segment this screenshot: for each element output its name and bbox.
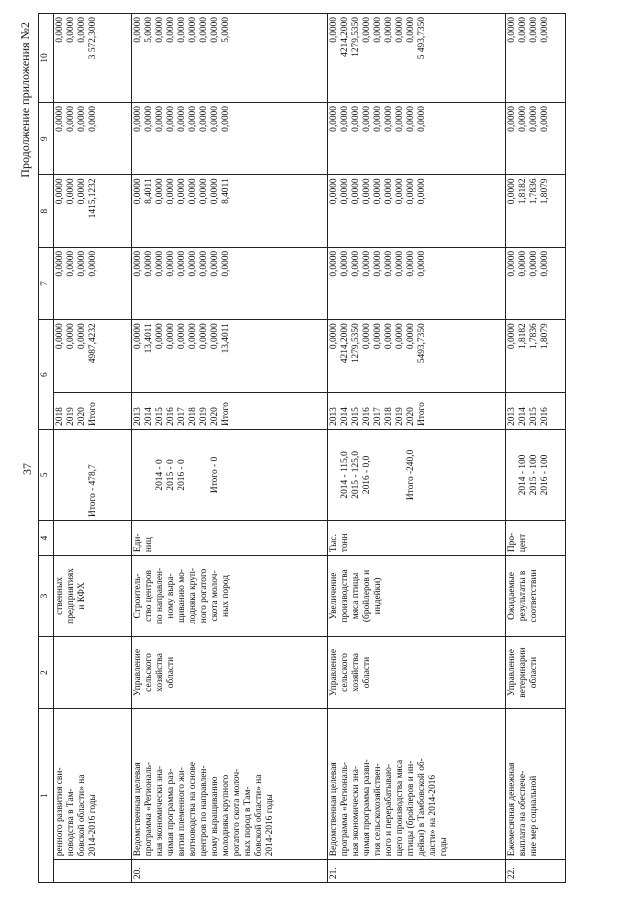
- header-col-5: 5: [39, 429, 54, 520]
- program-name: ренного развития сви- новодства в Там- бовской области» на 2014-2016 годы: [54, 709, 132, 860]
- col-8-values: 0,0000 1,8182 1,7836 1,8079: [506, 175, 566, 247]
- col-9-values: 0,0000 0,0000 0,0000 0,0000: [506, 103, 566, 175]
- header-col-10: 10: [39, 14, 54, 103]
- col-7-values: 0,0000 0,0000 0,0000 0,0000: [54, 247, 132, 319]
- col-9-values: 0,0000 0,0000 0,0000 0,0000: [54, 103, 132, 175]
- row-number: 20.: [132, 860, 328, 883]
- header-col-4: 4: [39, 520, 54, 555]
- header-col-1: 1: [39, 709, 54, 883]
- col-8-values: 0,0000 8,4011 0,0000 0,0000 0,0000 0,0000 0,0000 0,0000 8,4011: [132, 175, 328, 247]
- row-number: [54, 860, 132, 883]
- funding-target: 2014 - 0 2015 - 0 2016 - 0 Итого - 0: [132, 429, 328, 520]
- col-10-values: 0,0000 0,0000 0,0000 3 572,3000: [54, 14, 132, 103]
- header-col-8: 8: [39, 175, 54, 247]
- executor: [54, 636, 132, 708]
- col-9-values: 0,0000 0,0000 0,0000 0,0000 0,0000 0,0000 0,0000 0,0000 0,0000: [132, 103, 328, 175]
- col-10-values: 0,0000 4214,2000 1279,5350 0,0000 0,0000 0,0000 0,0000 0,0000 5 493,7350: [328, 14, 506, 103]
- program-name: Ведомственная целевая программа «Региональ- ная экономически зна- чимая программа раз- вития племенного жи- вотноводства на основе центров по направлен- ному выращиванию молодняка крупного рогатого скота молоч- ных пород в Там- бовской области» на 2014-2016 годы: [132, 709, 328, 860]
- funding-target: 2014 - 115,0 2015 - 125,0 2016 - 0,0 Итого -240,0: [328, 429, 506, 520]
- table-row: [54, 14, 132, 883]
- col-6-values: 0,0000 0,0000 0,0000 4987,4232: [54, 320, 132, 392]
- col-6-values: 0,0000 1,8182 1,7836 1,8079: [506, 320, 566, 392]
- unit: Еди- ниц: [132, 520, 328, 555]
- col-6-values: 0,0000 13,4011 0,0000 0,0000 0,0000 0,0000 0,0000 0,0000 13,4011: [132, 320, 328, 392]
- header-col-7: 7: [39, 247, 54, 319]
- header-col-9: 9: [39, 103, 54, 175]
- row-number: 21.: [328, 860, 506, 883]
- unit: [54, 520, 132, 555]
- appendix-table: [38, 13, 566, 883]
- header-col-2: 2: [39, 636, 54, 708]
- col-10-values: 0,0000 0,0000 0,0000 0,0000: [506, 14, 566, 103]
- executor: Управление сельского хозяйства области: [328, 636, 506, 708]
- years: 2013 2014 2015 2016: [506, 392, 566, 429]
- col-8-values: 0,0000 0,0000 0,0000 1415,1232: [54, 175, 132, 247]
- page-number: 37: [20, 463, 34, 475]
- indicator: Строитель- ство центров по направлен- ному выра- щиванию мо- лодняка круп- ного рогатого скота молоч- ных пород: [132, 556, 328, 637]
- header-row: [39, 14, 54, 883]
- col-9-values: 0,0000 0,0000 0,0000 0,0000 0,0000 0,0000 0,0000 0,0000 0,0000: [328, 103, 506, 175]
- years: 2013 2014 2015 2016 2017 2018 2019 2020 Итого: [328, 392, 506, 429]
- table-row: [328, 14, 506, 883]
- col-8-values: 0,0000 0,0000 0,0000 0,0000 0,0000 0,0000 0,0000 0,0000 0,0000: [328, 175, 506, 247]
- unit: Тыс. тонн: [328, 520, 506, 555]
- unit: Про- цент: [506, 520, 566, 555]
- col-7-values: 0,0000 0,0000 0,0000 0,0000 0,0000 0,0000 0,0000 0,0000 0,0000: [132, 247, 328, 319]
- row-number: 22.: [506, 860, 566, 883]
- executor: Управление ветеринарии области: [506, 636, 566, 708]
- indicator: Увеличение производства мяса птицы (бройлеров и индейки): [328, 556, 506, 637]
- program-name: Ведомственная целевая программа «Региональ- ная экономически зна- чимая программа разви- тия сельскохозяйствен- ного и перерабатываю- щего производства мяса птицы (бройлеров и ин- дейки) в Тамбовской об- ласти» на 2014-2016 годы: [328, 709, 506, 860]
- continuation-label: Продолжение приложения №2: [18, 22, 32, 178]
- col-7-values: 0,0000 0,0000 0,0000 0,0000: [506, 247, 566, 319]
- col-10-values: 0,0000 5,0000 0,0000 0,0000 0,0000 0,0000 0,0000 0,0000 5,0000: [132, 14, 328, 103]
- executor: Управление сельского хозяйства области: [132, 636, 328, 708]
- indicator: Ожидаемые результаты в соответствии: [506, 556, 566, 637]
- program-name: Ежемесячная денежная выплата на обеспече- ние мер социальной: [506, 709, 566, 860]
- col-7-values: 0,0000 0,0000 0,0000 0,0000 0,0000 0,0000 0,0000 0,0000 0,0000: [328, 247, 506, 319]
- table-row: [132, 14, 328, 883]
- funding-target: Итого - 478,7: [54, 429, 132, 520]
- funding-target: 2014 - 100 2015 - 100 2016 - 100: [506, 429, 566, 520]
- years: 2013 2014 2015 2016 2017 2018 2019 2020 Итого: [132, 392, 328, 429]
- header-col-6: 6: [39, 320, 54, 430]
- indicator: ственных предприятиях и КФХ: [54, 556, 132, 637]
- years: 2018 2019 2020 Итого: [54, 392, 132, 429]
- table-row: [506, 14, 566, 883]
- col-6-values: 0,0000 4214,2000 1279,5350 0,0000 0,0000 0,0000 0,0000 0,0000 5493,7350: [328, 320, 506, 392]
- header-col-3: 3: [39, 556, 54, 637]
